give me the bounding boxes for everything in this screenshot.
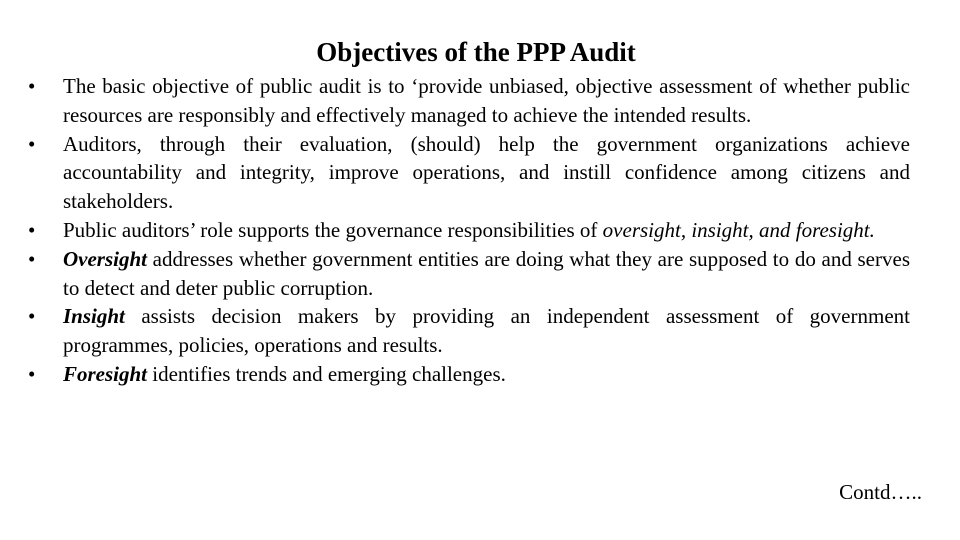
bullet-text: Public auditors’ role supports the governance responsibilities of bbox=[63, 217, 603, 242]
slide-title: Objectives of the PPP Audit bbox=[316, 37, 636, 67]
bullet-text: identifies trends and emerging challenges. bbox=[147, 361, 506, 386]
bullet-text: Auditors, through their evaluation, (should) help the government organizations achieve accountability and integrity, improve operations, and instill confidence among citizens and stakeholders. bbox=[63, 131, 910, 214]
bullet-icon: • bbox=[28, 304, 36, 329]
bullet-list bbox=[28, 72, 910, 389]
bullet-icon: • bbox=[28, 246, 36, 271]
bullet-text: assists decision makers by providing an independent assessment of government programmes, policies, operations and results. bbox=[63, 304, 910, 358]
bullet-text: The basic objective of public audit is to ‘provide unbiased, objective assessment of whether public resources are responsibly and effectively managed to achieve the intended results. bbox=[63, 74, 910, 127]
list-item bbox=[28, 360, 910, 389]
bullet-lead: Insight bbox=[63, 304, 125, 329]
list-item bbox=[28, 130, 910, 216]
bullet-icon: • bbox=[28, 217, 36, 242]
bullet-icon: • bbox=[28, 74, 36, 98]
list-item bbox=[28, 302, 910, 360]
bullet-icon: • bbox=[28, 131, 36, 156]
bullet-lead: Oversight bbox=[63, 246, 147, 271]
bullet-lead: Foresight bbox=[63, 361, 148, 386]
bullet-text: addresses whether government entities are doing what they are supposed to do and serves to detect and deter public corruption. bbox=[63, 246, 910, 300]
bullet-icon: • bbox=[28, 361, 36, 386]
bullet-emphasis: oversight, insight, and foresight. bbox=[602, 217, 875, 242]
list-item bbox=[28, 216, 910, 245]
list-item bbox=[28, 245, 910, 303]
continued-label: Contd….. bbox=[839, 480, 922, 504]
list-item bbox=[28, 72, 910, 130]
